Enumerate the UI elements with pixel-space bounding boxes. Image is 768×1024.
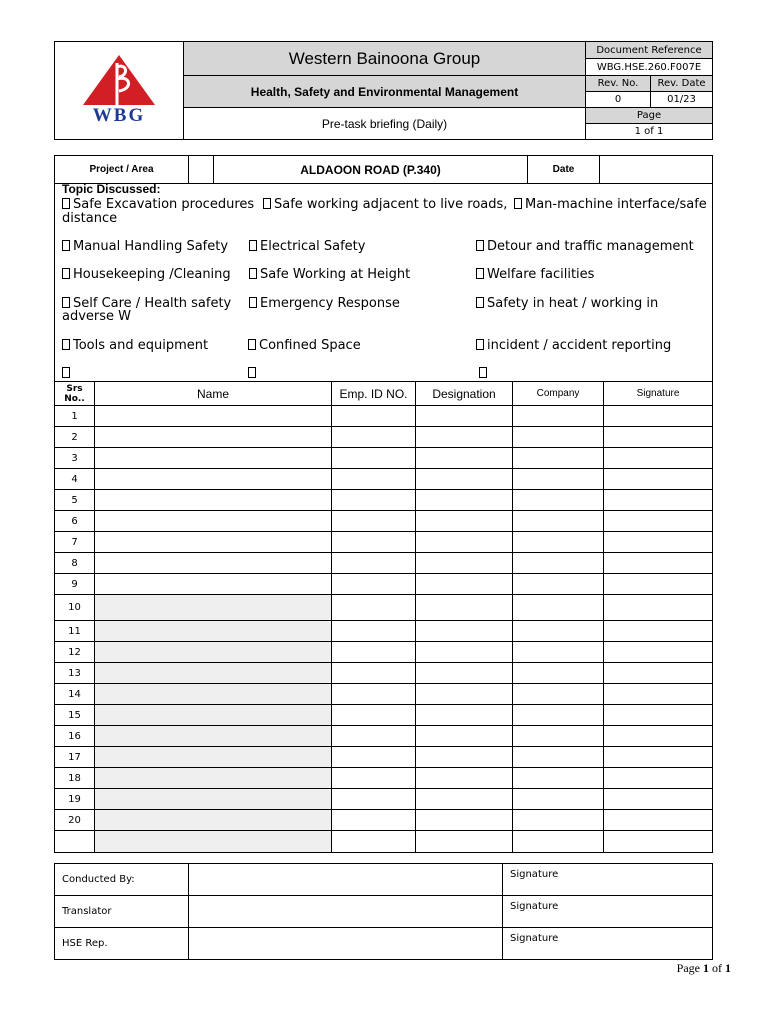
signoff-table: [54, 863, 713, 960]
signature-cell[interactable]: [604, 663, 713, 684]
table-row: [55, 448, 713, 469]
table-row: [55, 810, 713, 831]
designation-cell[interactable]: [416, 406, 513, 427]
name-cell[interactable]: [95, 831, 332, 853]
date-label: Date: [528, 156, 600, 184]
checkbox-icon[interactable]: [62, 367, 70, 378]
row-number: 18: [55, 768, 95, 789]
doc-ref-value: WBG.HSE.260.F007E: [586, 59, 713, 76]
checkbox-icon[interactable]: [62, 240, 70, 251]
designation-cell[interactable]: [416, 684, 513, 705]
company-cell[interactable]: [513, 789, 604, 810]
designation-cell[interactable]: [416, 747, 513, 768]
table-row: [55, 621, 713, 642]
designation-cell[interactable]: [416, 831, 513, 853]
company-cell[interactable]: [513, 595, 604, 621]
checkbox-icon[interactable]: [62, 339, 70, 350]
designation-cell[interactable]: [416, 705, 513, 726]
designation-cell[interactable]: [416, 810, 513, 831]
emp-id-cell[interactable]: [332, 684, 416, 705]
emp-id-cell[interactable]: [332, 789, 416, 810]
name-cell[interactable]: [95, 684, 332, 705]
designation-cell[interactable]: [416, 553, 513, 574]
designation-cell[interactable]: [416, 448, 513, 469]
company-cell[interactable]: [513, 810, 604, 831]
signature-cell[interactable]: [604, 831, 713, 853]
name-cell[interactable]: [95, 553, 332, 574]
row-number: 5: [55, 490, 95, 511]
checkbox-icon[interactable]: [62, 268, 70, 279]
col-designation: Designation: [416, 382, 513, 406]
table-row: [55, 747, 713, 768]
wbg-logo-icon: [79, 53, 159, 123]
topic-item[interactable]: Detour and traffic management: [476, 240, 694, 253]
company-cell[interactable]: [513, 726, 604, 747]
topic-item-wrap: distance: [62, 211, 118, 226]
name-cell[interactable]: [95, 726, 332, 747]
designation-cell[interactable]: [416, 427, 513, 448]
emp-id-cell[interactable]: [332, 831, 416, 853]
company-cell[interactable]: [513, 705, 604, 726]
table-row: [55, 532, 713, 553]
row-number: 20: [55, 810, 95, 831]
designation-cell[interactable]: [416, 595, 513, 621]
page-label: Page: [586, 108, 713, 124]
row-number: 3: [55, 448, 95, 469]
row-number: 12: [55, 642, 95, 663]
signature-cell[interactable]: [604, 621, 713, 642]
designation-cell[interactable]: [416, 642, 513, 663]
designation-cell[interactable]: [416, 768, 513, 789]
emp-id-cell[interactable]: [332, 810, 416, 831]
topic-item[interactable]: Self Care / Health safety: [62, 297, 231, 310]
signature-cell[interactable]: [604, 511, 713, 532]
company-cell[interactable]: [513, 427, 604, 448]
hse-rep-label: HSE Rep.: [55, 928, 189, 960]
name-cell[interactable]: [95, 768, 332, 789]
topic-item[interactable]: incident / accident reporting: [476, 339, 671, 352]
topic-item-blank[interactable]: [62, 367, 73, 380]
emp-id-cell[interactable]: [332, 595, 416, 621]
company-cell[interactable]: [513, 684, 604, 705]
designation-cell[interactable]: [416, 532, 513, 553]
topic-item-wrap: adverse W: [62, 309, 132, 324]
name-cell[interactable]: [95, 574, 332, 595]
company-cell[interactable]: [513, 574, 604, 595]
footer-of-word: of: [712, 961, 722, 975]
emp-id-cell[interactable]: [332, 621, 416, 642]
name-cell[interactable]: [95, 511, 332, 532]
conducted-by-field[interactable]: [189, 864, 503, 896]
signature-cell[interactable]: [604, 553, 713, 574]
signature-cell[interactable]: [604, 532, 713, 553]
checkbox-icon[interactable]: [62, 198, 70, 209]
name-cell[interactable]: [95, 747, 332, 768]
row-number: 19: [55, 789, 95, 810]
emp-id-cell[interactable]: [332, 663, 416, 684]
name-cell[interactable]: [95, 469, 332, 490]
attendance-table: [54, 381, 713, 853]
row-number: 2: [55, 427, 95, 448]
emp-id-cell[interactable]: [332, 553, 416, 574]
topic-item-blank[interactable]: [248, 367, 259, 380]
emp-id-cell[interactable]: [332, 469, 416, 490]
emp-id-cell[interactable]: [332, 427, 416, 448]
table-row: [55, 490, 713, 511]
table-row: [55, 511, 713, 532]
header-table: [54, 41, 713, 140]
company-name: Western Bainoona Group: [184, 42, 586, 76]
topics-box: [54, 183, 713, 382]
row-number: 15: [55, 705, 95, 726]
company-cell[interactable]: [513, 831, 604, 853]
signature-cell[interactable]: [604, 406, 713, 427]
name-cell[interactable]: [95, 595, 332, 621]
signature-cell[interactable]: [604, 574, 713, 595]
signature-cell[interactable]: [604, 684, 713, 705]
signature-cell[interactable]: [604, 705, 713, 726]
table-row: [55, 574, 713, 595]
project-label: Project / Area: [55, 156, 189, 184]
page-value: 1 of 1: [586, 124, 713, 140]
table-row: [55, 789, 713, 810]
table-row: [55, 553, 713, 574]
topic-item[interactable]: Housekeeping /Cleaning: [62, 268, 231, 281]
row-number: 17: [55, 747, 95, 768]
row-number: 10: [55, 595, 95, 621]
company-cell[interactable]: [513, 747, 604, 768]
project-spacer: [189, 156, 214, 184]
doc-ref-label: Document Reference: [586, 42, 713, 59]
topic-item[interactable]: Emergency Response: [249, 297, 400, 310]
row-number: 8: [55, 553, 95, 574]
footer-page-word: Page: [676, 961, 700, 975]
signature-cell[interactable]: [604, 427, 713, 448]
company-cell[interactable]: [513, 511, 604, 532]
table-row: [55, 642, 713, 663]
translator-field[interactable]: [189, 896, 503, 928]
table-row: [55, 427, 713, 448]
signature-cell[interactable]: [604, 810, 713, 831]
name-cell[interactable]: [95, 427, 332, 448]
project-value[interactable]: ALDAOON ROAD (P.340): [214, 156, 528, 184]
department-name: Health, Safety and Environmental Management: [184, 76, 586, 108]
checkbox-icon[interactable]: [476, 339, 484, 350]
signature-cell[interactable]: [604, 448, 713, 469]
conducted-by-label: Conducted By:: [55, 864, 189, 896]
company-cell[interactable]: [513, 621, 604, 642]
designation-cell[interactable]: [416, 621, 513, 642]
company-cell[interactable]: [513, 553, 604, 574]
topic-item[interactable]: Safe Working at Height: [249, 268, 410, 281]
company-cell[interactable]: [513, 490, 604, 511]
emp-id-cell[interactable]: [332, 448, 416, 469]
topic-item[interactable]: Man-machine interface/safe: [514, 198, 707, 211]
company-cell[interactable]: [513, 532, 604, 553]
translator-signature[interactable]: Signature: [503, 896, 713, 928]
topic-item[interactable]: Welfare facilities: [476, 268, 594, 281]
name-cell[interactable]: [95, 663, 332, 684]
emp-id-cell[interactable]: [332, 705, 416, 726]
name-cell[interactable]: [95, 789, 332, 810]
designation-cell[interactable]: [416, 490, 513, 511]
table-row: [55, 768, 713, 789]
table-row: [55, 726, 713, 747]
signature-cell[interactable]: [604, 747, 713, 768]
row-number: 16: [55, 726, 95, 747]
checkbox-icon[interactable]: [248, 367, 256, 378]
hse-rep-field[interactable]: [189, 928, 503, 960]
company-cell[interactable]: [513, 448, 604, 469]
hse-rep-signature[interactable]: Signature: [503, 928, 713, 960]
name-cell[interactable]: [95, 406, 332, 427]
row-number: 4: [55, 469, 95, 490]
table-row: [55, 595, 713, 621]
topic-item[interactable]: Confined Space: [248, 339, 361, 352]
signature-cell[interactable]: [604, 490, 713, 511]
checkbox-icon[interactable]: [62, 297, 70, 308]
topic-item[interactable]: Safety in heat / working in: [476, 297, 658, 310]
footer-page-total: 1: [725, 961, 731, 975]
checkbox-icon[interactable]: [476, 268, 484, 279]
company-cell[interactable]: [513, 406, 604, 427]
footer-page-num: 1: [703, 961, 709, 975]
name-cell[interactable]: [95, 642, 332, 663]
name-cell[interactable]: [95, 490, 332, 511]
signature-cell[interactable]: [604, 469, 713, 490]
designation-cell[interactable]: [416, 726, 513, 747]
emp-id-cell[interactable]: [332, 532, 416, 553]
emp-id-cell[interactable]: [332, 768, 416, 789]
translator-label: Translator: [55, 896, 189, 928]
emp-id-cell[interactable]: [332, 511, 416, 532]
table-row: [55, 663, 713, 684]
rev-date-value: 01/23: [651, 92, 713, 108]
name-cell[interactable]: [95, 621, 332, 642]
emp-id-cell[interactable]: [332, 406, 416, 427]
row-number: 7: [55, 532, 95, 553]
checkbox-icon[interactable]: [263, 198, 271, 209]
designation-cell[interactable]: [416, 469, 513, 490]
col-emp-id: Emp. ID NO.: [332, 382, 416, 406]
row-number: 11: [55, 621, 95, 642]
signature-cell[interactable]: [604, 642, 713, 663]
attendance-header-row: [55, 382, 713, 406]
name-cell[interactable]: [95, 532, 332, 553]
row-number: 9: [55, 574, 95, 595]
designation-cell[interactable]: [416, 511, 513, 532]
name-cell[interactable]: [95, 810, 332, 831]
date-value[interactable]: [600, 156, 713, 184]
designation-cell[interactable]: [416, 574, 513, 595]
emp-id-cell[interactable]: [332, 726, 416, 747]
topic-item[interactable]: Electrical Safety: [249, 240, 365, 253]
table-row: [55, 469, 713, 490]
col-company: Company: [513, 382, 604, 406]
topic-item-blank[interactable]: [479, 367, 490, 380]
row-number: 1: [55, 406, 95, 427]
page-footer: [677, 961, 731, 976]
checkbox-icon[interactable]: [249, 268, 257, 279]
rev-no-value: 0: [586, 92, 651, 108]
topic-item[interactable]: Tools and equipment: [62, 339, 208, 352]
col-name: Name: [95, 382, 332, 406]
topic-item[interactable]: Safe Excavation procedures: [62, 198, 254, 211]
topic-item[interactable]: Safe working adjacent to live roads,: [263, 198, 507, 211]
table-row: [55, 705, 713, 726]
name-cell[interactable]: [95, 448, 332, 469]
conducted-by-signature[interactable]: Signature: [503, 864, 713, 896]
checkbox-icon[interactable]: [249, 240, 257, 251]
col-signature: Signature: [604, 382, 713, 406]
table-row: [55, 406, 713, 427]
logo-cell: [55, 42, 184, 140]
signature-cell[interactable]: [604, 726, 713, 747]
rev-date-label: Rev. Date: [651, 76, 713, 92]
signature-cell[interactable]: [604, 768, 713, 789]
project-row: [54, 155, 713, 184]
signature-cell[interactable]: [604, 789, 713, 810]
emp-id-cell[interactable]: [332, 642, 416, 663]
col-srs-no: Srs No..: [55, 382, 95, 406]
checkbox-icon[interactable]: [514, 198, 522, 209]
checkbox-icon[interactable]: [249, 297, 257, 308]
checkbox-icon[interactable]: [248, 339, 256, 350]
company-cell[interactable]: [513, 768, 604, 789]
form-title: Pre-task briefing (Daily): [184, 108, 586, 140]
row-number: 6: [55, 511, 95, 532]
emp-id-cell[interactable]: [332, 490, 416, 511]
topics-heading: Topic Discussed:: [62, 182, 161, 196]
signature-cell[interactable]: [604, 595, 713, 621]
emp-id-cell[interactable]: [332, 574, 416, 595]
company-cell[interactable]: [513, 663, 604, 684]
row-number: 14: [55, 684, 95, 705]
rev-no-label: Rev. No.: [586, 76, 651, 92]
row-number: 13: [55, 663, 95, 684]
designation-cell[interactable]: [416, 789, 513, 810]
company-cell[interactable]: [513, 469, 604, 490]
topic-item[interactable]: Manual Handling Safety: [62, 240, 228, 253]
checkbox-icon[interactable]: [476, 240, 484, 251]
designation-cell[interactable]: [416, 663, 513, 684]
logo-text: WBG: [92, 105, 146, 123]
checkbox-icon[interactable]: [479, 367, 487, 378]
name-cell[interactable]: [95, 705, 332, 726]
checkbox-icon[interactable]: [476, 297, 484, 308]
table-row: [55, 684, 713, 705]
row-number: [55, 831, 95, 853]
table-row: [55, 831, 713, 853]
emp-id-cell[interactable]: [332, 747, 416, 768]
company-cell[interactable]: [513, 642, 604, 663]
